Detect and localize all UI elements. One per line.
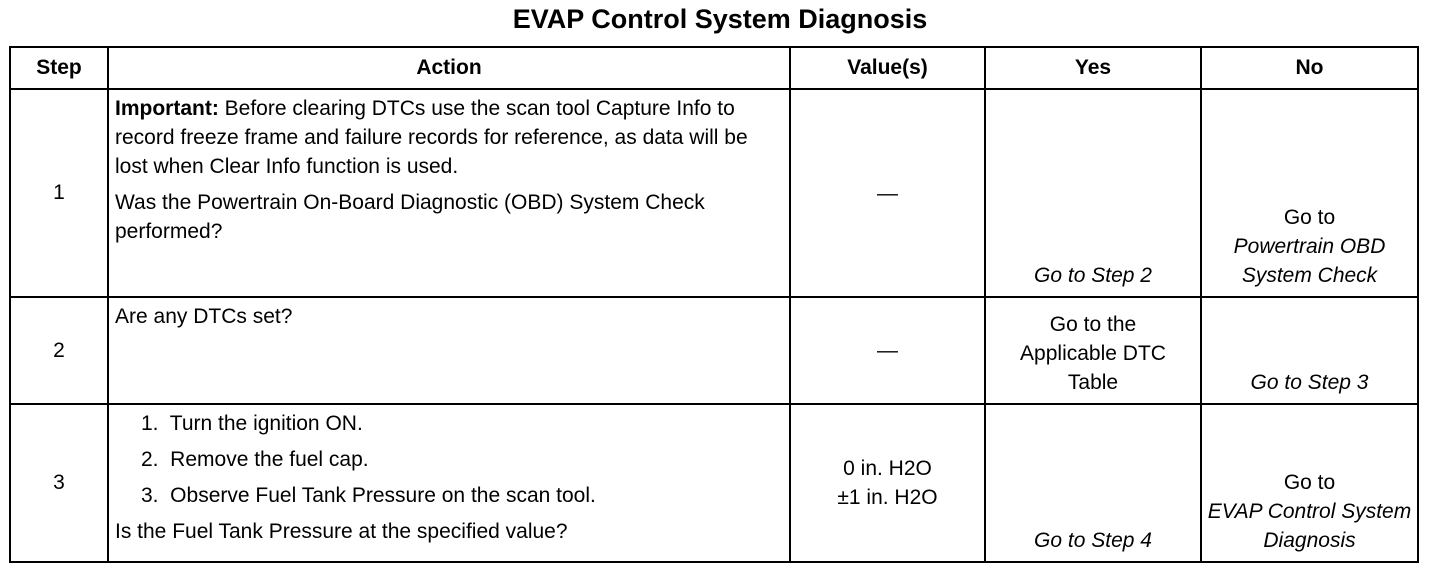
list-item: 3. Observe Fuel Tank Pressure on the scan tool. bbox=[141, 484, 596, 507]
header-step: Step bbox=[10, 47, 108, 89]
header-no: No bbox=[1201, 47, 1418, 89]
no-cell bbox=[1201, 89, 1418, 297]
table-row bbox=[10, 89, 1418, 297]
table-row bbox=[10, 404, 1418, 562]
value-cell bbox=[790, 404, 985, 562]
header-values: Value(s) bbox=[790, 47, 985, 89]
action-question: Was the Powertrain On-Board Diagnostic (OBD) System Check performed? bbox=[115, 191, 705, 243]
yes-link[interactable]: Go to Step 2 bbox=[1034, 264, 1152, 287]
yes-cell bbox=[985, 89, 1201, 297]
yes-link[interactable]: Go to Step 4 bbox=[1034, 529, 1152, 552]
no-link[interactable]: Powertrain OBD System Check bbox=[1233, 235, 1386, 287]
value-line: 0 in. H2O bbox=[843, 457, 932, 480]
step-number: 1 bbox=[10, 89, 108, 297]
value-cell: — bbox=[790, 89, 985, 297]
list-item: 1. Turn the ignition ON. bbox=[141, 412, 363, 435]
action-cell bbox=[108, 89, 790, 297]
table-header-row bbox=[10, 47, 1418, 89]
diagnosis-table bbox=[9, 46, 1419, 563]
action-question: Are any DTCs set? bbox=[115, 305, 293, 328]
yes-cell bbox=[985, 404, 1201, 562]
no-cell bbox=[1201, 404, 1418, 562]
no-link[interactable]: EVAP Control System Diagnosis bbox=[1207, 500, 1412, 552]
page-title: EVAP Control System Diagnosis bbox=[512, 4, 928, 34]
no-link[interactable]: Go to Step 3 bbox=[1250, 371, 1369, 394]
no-cell bbox=[1201, 297, 1418, 404]
yes-link[interactable]: Go to the Applicable DTC Table bbox=[1020, 313, 1166, 394]
no-prefix: Go to bbox=[1283, 471, 1336, 494]
table-row bbox=[10, 297, 1418, 404]
step-number: 3 bbox=[10, 404, 108, 562]
value-cell: — bbox=[790, 297, 985, 404]
header-yes: Yes bbox=[985, 47, 1201, 89]
header-action: Action bbox=[108, 47, 790, 89]
action-cell bbox=[108, 297, 790, 404]
value-line: ±1 in. H2O bbox=[837, 486, 938, 509]
action-question: Is the Fuel Tank Pressure at the specified value? bbox=[115, 520, 568, 543]
list-item: 2. Remove the fuel cap. bbox=[141, 448, 369, 471]
no-prefix: Go to bbox=[1283, 206, 1336, 229]
important-text: Before clearing DTCs use the scan tool Capture Info to record freeze frame and failure records for reference, as data will be lost when Clear Info function is used. bbox=[115, 97, 748, 178]
yes-cell bbox=[985, 297, 1201, 404]
important-note bbox=[115, 94, 783, 181]
step-number: 2 bbox=[10, 297, 108, 404]
important-label: Important: bbox=[115, 97, 219, 120]
action-cell bbox=[108, 404, 790, 562]
